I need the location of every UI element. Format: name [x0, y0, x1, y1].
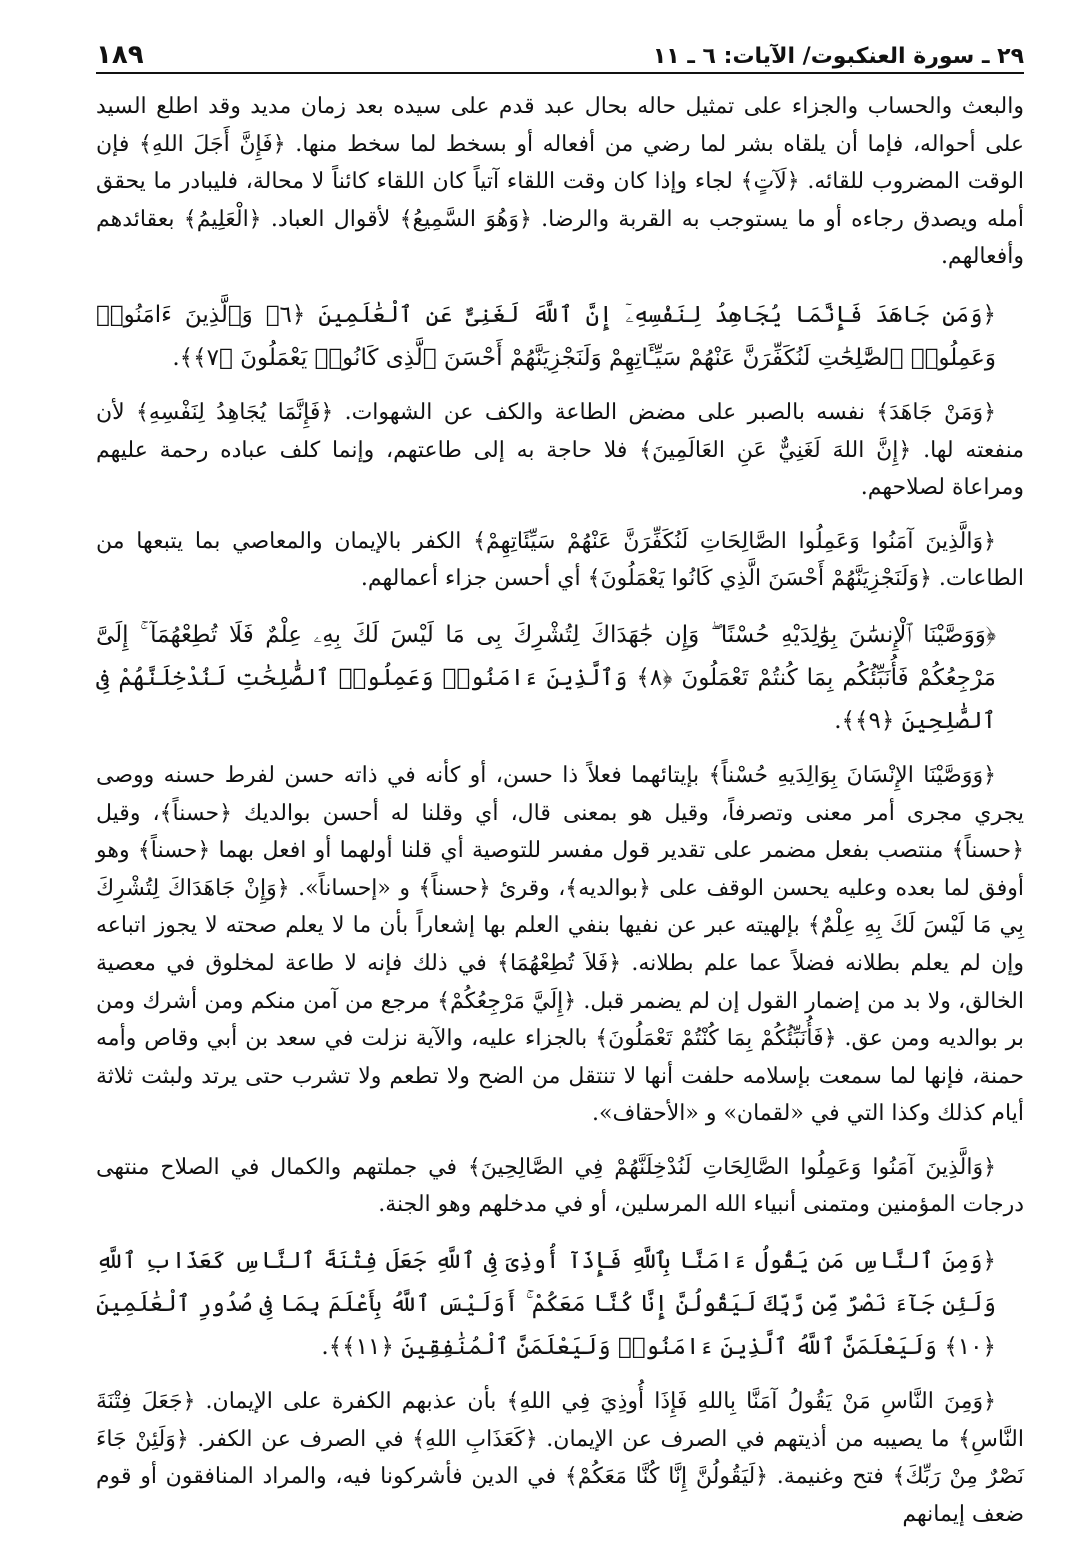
quran-verse-block: ﴿وَوَصَّيْنَا ٱلْإِنسَٰنَ بِوَٰلِدَيْهِ حُسْنًا ۖ وَإِن جَٰهَدَاكَ لِتُشْرِكَ بِى مَا لَيْسَ لَكَ بِهِۦ عِلْمٌ فَلَا تُطِعْهُمَآ ۚ إِلَىَّ مَرْجِعُكُمْ فَأُنَبِّئُكُم بِمَا كُنتُمْ تَعْمَلُونَ ﴿٨﴾ وَٱلَّذِينَ ءَامَنُوا۟ وَعَمِلُوا۟ ٱلصَّٰلِحَٰتِ لَنُدْخِلَنَّهُمْ فِى ٱلصَّٰلِحِينَ ﴿٩﴾﴾.: [96, 621, 996, 734]
tafsir-paragraph: ﴿وَالَّذِينَ آمَنُوا وَعَمِلُوا الصَّالِحَاتِ لَنُدْخِلَنَّهُمْ فِي الصَّالِحِينَ﴾ في جملتهم والكمال في الصلاح منتهى درجات المؤمنين ومتمنى أنبياء الله المرسلين، أو في مدخلهم وهو الجنة.: [96, 1154, 1024, 1218]
tafsir-paragraph: ﴿وَمَنْ جَاهَدَ﴾ نفسه بالصبر على مضض الطاعة والكف عن الشهوات. ﴿فَإِنَّمَا يُجَاهِدُ لِنَفْسِهِ﴾ لأن منفعته لها. ﴿إِنَّ اللهَ لَغَنِيٌّ عَنِ العَالَمِينَ﴾ فلا حاجة به إلى طاعتهم، وإنما كلف عباده رحمة عليهم ومراعاة لصلاحهم.: [96, 399, 1024, 501]
tafsir-paragraph: ﴿وَمِنَ النَّاسِ مَنْ يَقُولُ آمَنَّا بِاللهِ فَإِذَا أُوذِيَ فِي اللهِ﴾ بأن عذبهم الكفرة على الإيمان. ﴿جَعَلَ فِتْنَةَ النَّاسِ﴾ ما يصيبه من أذيتهم في الصرف عن الإيمان. ﴿كَعَذَابِ اللهِ﴾ في الصرف عن الكفر. ﴿وَلَئِنْ جَاءَ نَصْرٌ مِنْ رَبِّكَ﴾ فتح وغنيمة. ﴿لَيَقُولُنَّ إِنَّا كُنَّا مَعَكُمْ﴾ في الدين فأشركونا فيه، والمراد المنافقون أو قوم ضعف إيمانهم: [96, 1389, 1024, 1527]
quran-verse-block: ﴿وَمِنَ ٱلنَّاسِ مَن يَقُولُ ءَامَنَّا بِٱللَّهِ فَإِذَآ أُوذِىَ فِى ٱللَّهِ جَعَلَ فِتْنَةَ ٱلنَّاسِ كَعَذَابِ ٱللَّهِ وَلَئِن جَآءَ نَصْرٌ مِّن رَّبِّكَ لَيَقُولُنَّ إِنَّا كُنَّا مَعَكُمْ ۚ أَوَلَيْسَ ٱللَّهُ بِأَعْلَمَ بِمَا فِى صُدُورِ ٱلْعَٰلَمِينَ ﴿١٠﴾ وَلَيَعْلَمَنَّ ٱللَّهُ ٱلَّذِينَ ءَامَنُوا۟ وَلَيَعْلَمَنَّ ٱلْمُنَٰفِقِينَ ﴿١١﴾﴾.: [96, 1248, 996, 1361]
page-body: [96, 88, 1024, 1533]
tafsir-paragraph: ﴿وَالَّذِينَ آمَنُوا وَعَمِلُوا الصَّالِحَاتِ لَنُكَفِّرَنَّ عَنْهُمْ سَيِّئَاتِهِمْ﴾ الكفر بالإيمان والمعاصي بما يتبعها من الطاعات. ﴿وَلَنَجْزِيَنَّهُمْ أَحْسَنَ الَّذِي كَانُوا يَعْمَلُونَ﴾ أي أحسن جزاء أعمالهم.: [96, 528, 1024, 592]
page-number: ١٨٩: [96, 40, 144, 70]
tafsir-paragraph: والبعث والحساب والجزاء على تمثيل حاله بحال عبد قدم على سيده بعد زمان مديد وقد اطلع السيد على أحواله، فإما أن يلقاه بشر لما رضي من أفعاله أو بسخط لما سخط منها. ﴿فَإِنَّ أَجَلَ اللهِ﴾ فإن الوقت المضروب للقائه. ﴿لَآتٍ﴾ لجاء وإذا كان وقت اللقاء آتياً كان اللقاء كائناً لا محالة، فليبادر ما يحقق أمله ويصدق رجاءه أو ما يستوجب به القربة والرضا. ﴿وَهُوَ السَّمِيعُ﴾ لأقوال العباد. ﴿الْعَلِيمُ﴾ بعقائدهم وأفعالهم.: [96, 94, 1024, 270]
quran-verse-block: ﴿وَمَن جَاهَدَ فَإِنَّمَا يُجَاهِدُ لِنَفْسِهِۦٓ إِنَّ ٱللَّهَ لَغَنِىٌّ عَنِ ٱلْعَٰلَمِينَ ﴿٦﴾ وَٱلَّذِينَ ءَامَنُوا۟ وَعَمِلُوا۟ ٱلصَّٰلِحَٰتِ لَنُكَفِّرَنَّ عَنْهُمْ سَيِّـَٔاتِهِمْ وَلَنَجْزِيَنَّهُمْ أَحْسَنَ ٱلَّذِى كَانُوا۟ يَعْمَلُونَ ﴿٧﴾﴾.: [96, 301, 996, 371]
tafsir-paragraph: ﴿وَوَصَّيْنَا الإِنْسَانَ بِوَالِدَيهِ حُسْناً﴾ بإيتائهما فعلاً ذا حسن، أو كأنه في ذاته حسن لفرط حسنه ووصى يجري مجرى أمر معنى وتصرفاً، وقيل هو بمعنى قال، أي وقلنا له أحسن بوالديك ﴿حسناً﴾، وقيل ﴿حسناً﴾ منتصب بفعل مضمر على تقدير قول مفسر للتوصية أي قلنا أولهما أو افعل بهما ﴿حسناً﴾ وهو أوفق لما بعده وعليه يحسن الوقف على ﴿بوالديه﴾، وقرئ ﴿حسناً﴾ و «إحساناً». ﴿وَإِنْ جَاهَدَاكَ لِتُشْرِكَ بِي مَا لَيْسَ لَكَ بِهِ عِلْمٌ﴾ بإلهيته عبر عن نفيها بنفي العلم بها إشعاراً بأن ما لا يعلم صحته لا يجوز اتباعه وإن لم يعلم بطلانه فضلاً عما علم بطلانه. ﴿فَلاَ تُطِعْهُمَا﴾ في ذلك فإنه لا طاعة لمخلوق في معصية الخالق، ولا بد من إضمار القول إن لم يضمر قبل. ﴿إِلَيَّ مَرْجِعُكُمْ﴾ مرجع من آمن منكم ومن أشرك ومن بر بوالديه ومن عق. ﴿فَأُنَبِّئُكُمْ بِمَا كُنْتُمْ تَعْمَلُونَ﴾ بالجزاء عليه، والآية نزلت في سعد بن أبي وقاص وأمه حمنة، فإنها لما سمعت بإسلامه حلفت أنها لا تنتقل من الضح ولا تطعم ولا تشرب حتى يرتد ولبثت ثلاثة أيام كذلك وكذا التي في «لقمان» و «الأحقاف».: [96, 762, 1024, 1127]
running-head: [96, 38, 1024, 74]
surah-verse-title: ٢٩ ـ سورة العنكبوت/ الآيات: ٦ ـ ١١: [652, 44, 1024, 69]
